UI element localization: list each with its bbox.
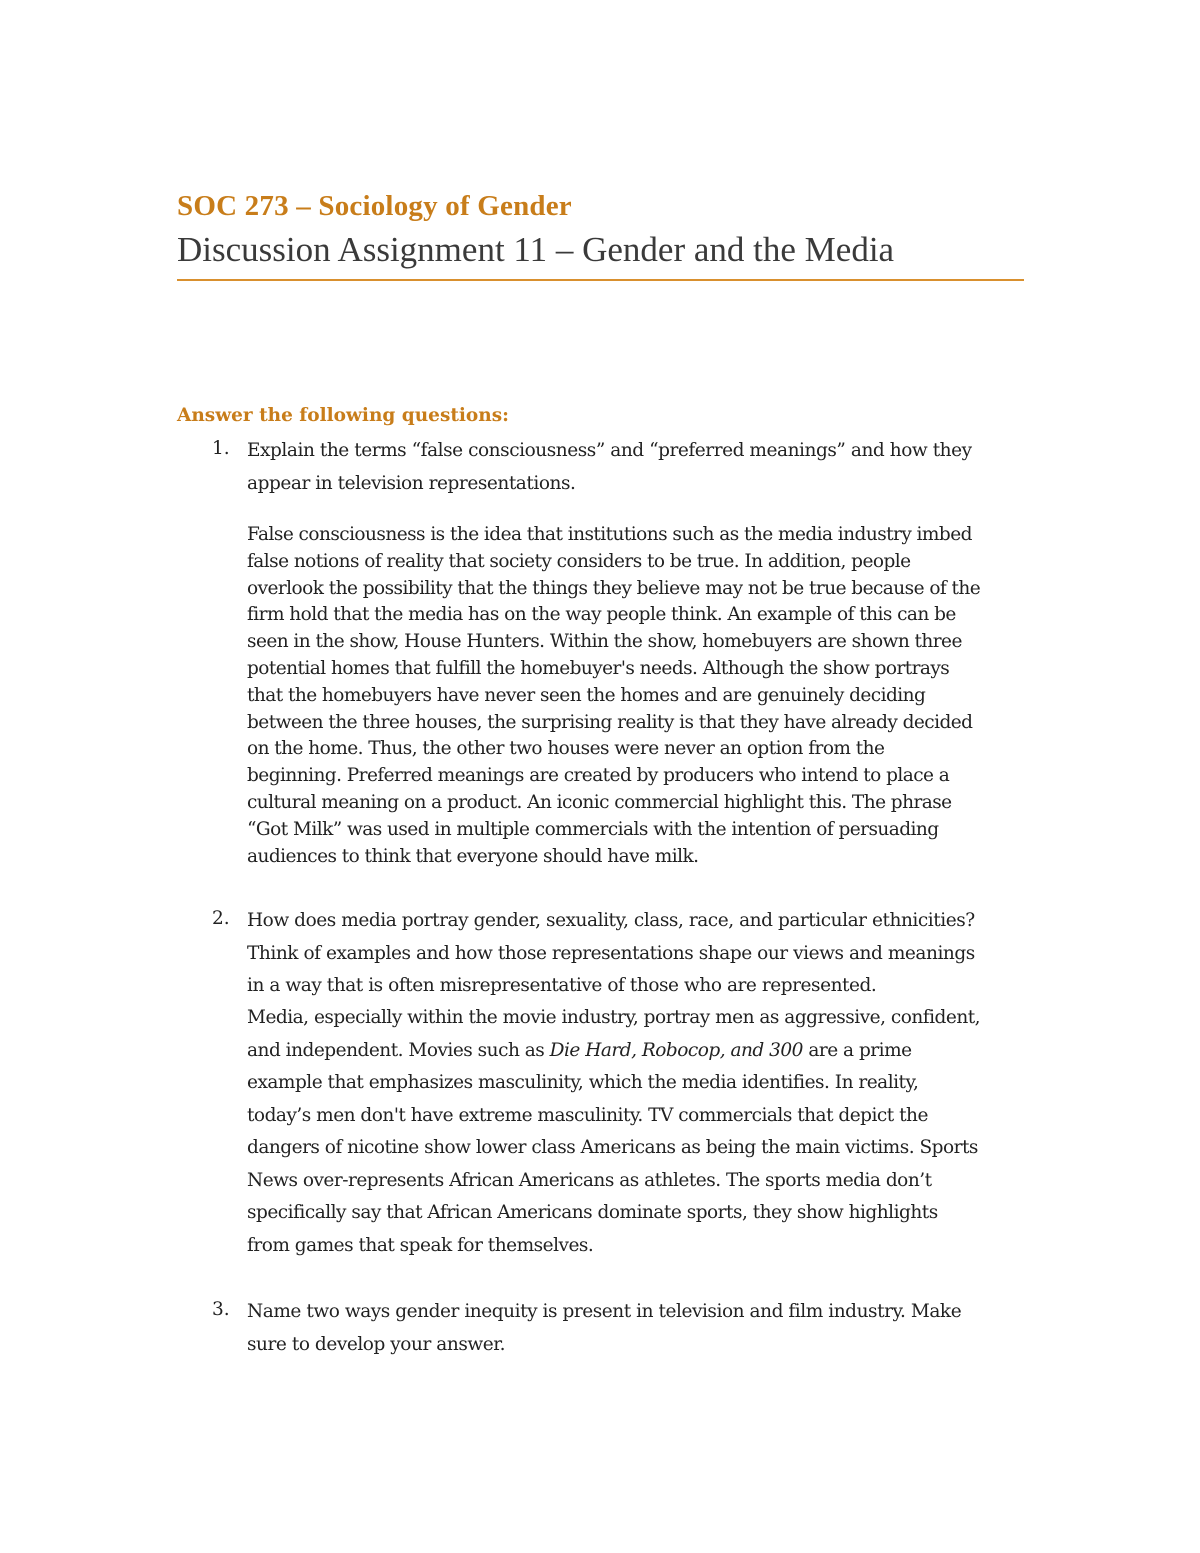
answer-1-line: seen in the show, House Hunters. Within the show, homebuyers are shown three <box>247 631 962 653</box>
instructions-heading: Answer the following questions: <box>177 405 509 426</box>
answer-2 <box>247 1002 1037 1262</box>
question-number-2: 2. <box>212 908 230 929</box>
answer-1-line: that the homebuyers have never seen the homes and are genuinely deciding <box>247 684 926 706</box>
question-prompt-3 <box>247 1296 1037 1361</box>
question-1-line: Explain the terms “false consciousness” and “preferred meanings” and how they <box>247 440 972 461</box>
answer-2-line <box>247 1035 1037 1068</box>
answer-2-text: are a prime <box>802 1039 912 1061</box>
question-3-line: Name two ways gender inequity is present in television and film industry. Make <box>247 1301 962 1322</box>
answer-1-line: False consciousness is the idea that institutions such as the media industry imbed <box>247 524 972 545</box>
movie-titles: Die Hard, Robocop, and 300 <box>549 1039 803 1061</box>
question-2-line: How does media portray gender, sexuality, class, race, and particular ethnicities? <box>247 910 975 931</box>
answer-2-line: News over-represents African Americans as athletes. The sports media don’t <box>247 1169 932 1191</box>
answer-2-line: today’s men don't have extreme masculinity. TV commercials that depict the <box>247 1104 928 1126</box>
answer-1-line: overlook the possibility that the things they believe may not be true because of the <box>247 577 981 599</box>
answer-1-line: audiences to think that everyone should have milk. <box>247 845 699 867</box>
answer-2-line: dangers of nicotine show lower class Americans as being the main victims. Sports <box>247 1137 978 1158</box>
answer-1-line: beginning. Preferred meanings are created by producers who intend to place a <box>247 765 950 787</box>
course-title: SOC 273 – Sociology of Gender <box>177 190 572 222</box>
question-2-line: Think of examples and how those representations shape our views and meanings <box>247 942 975 964</box>
answer-2-line: example that emphasizes masculinity, which the media identifies. In reality, <box>247 1072 919 1093</box>
title-divider <box>177 279 1024 281</box>
question-3-line: sure to develop your answer. <box>247 1333 506 1355</box>
assignment-title: Discussion Assignment 11 – Gender and the Media <box>177 230 895 269</box>
answer-1-line: between the three houses, the surprising reality is that they have already decided <box>247 711 973 733</box>
answer-2-line: Media, especially within the movie industry, portray men as aggressive, confident, <box>247 1007 981 1028</box>
answer-2-text: and independent. Movies such as <box>247 1039 550 1061</box>
question-number-3: 3. <box>212 1299 230 1320</box>
question-2-line: in a way that is often misrepresentative of those who are represented. <box>247 975 877 996</box>
answer-1-line: potential homes that fulfill the homebuyer's needs. Although the show portrays <box>247 657 950 679</box>
question-number-1: 1. <box>212 438 230 459</box>
question-prompt-2 <box>247 905 1037 1003</box>
answer-1-line: on the home. Thus, the other two houses were never an option from the <box>247 738 885 760</box>
question-1-line: appear in television representations. <box>247 472 576 494</box>
answer-1-line: false notions of reality that society considers to be true. In addition, people <box>247 550 911 572</box>
answer-1 <box>247 522 1037 870</box>
answer-2-line: specifically say that African Americans dominate sports, they show highlights <box>247 1202 938 1223</box>
answer-1-line: cultural meaning on a product. An iconic commercial highlight this. The phrase <box>247 791 952 813</box>
question-prompt-1 <box>247 435 1037 500</box>
answer-1-line: firm hold that the media has on the way people think. An example of this can be <box>247 604 956 626</box>
answer-2-line: from games that speak for themselves. <box>247 1234 594 1256</box>
answer-1-line: “Got Milk” was used in multiple commercials with the intention of persuading <box>247 818 939 840</box>
